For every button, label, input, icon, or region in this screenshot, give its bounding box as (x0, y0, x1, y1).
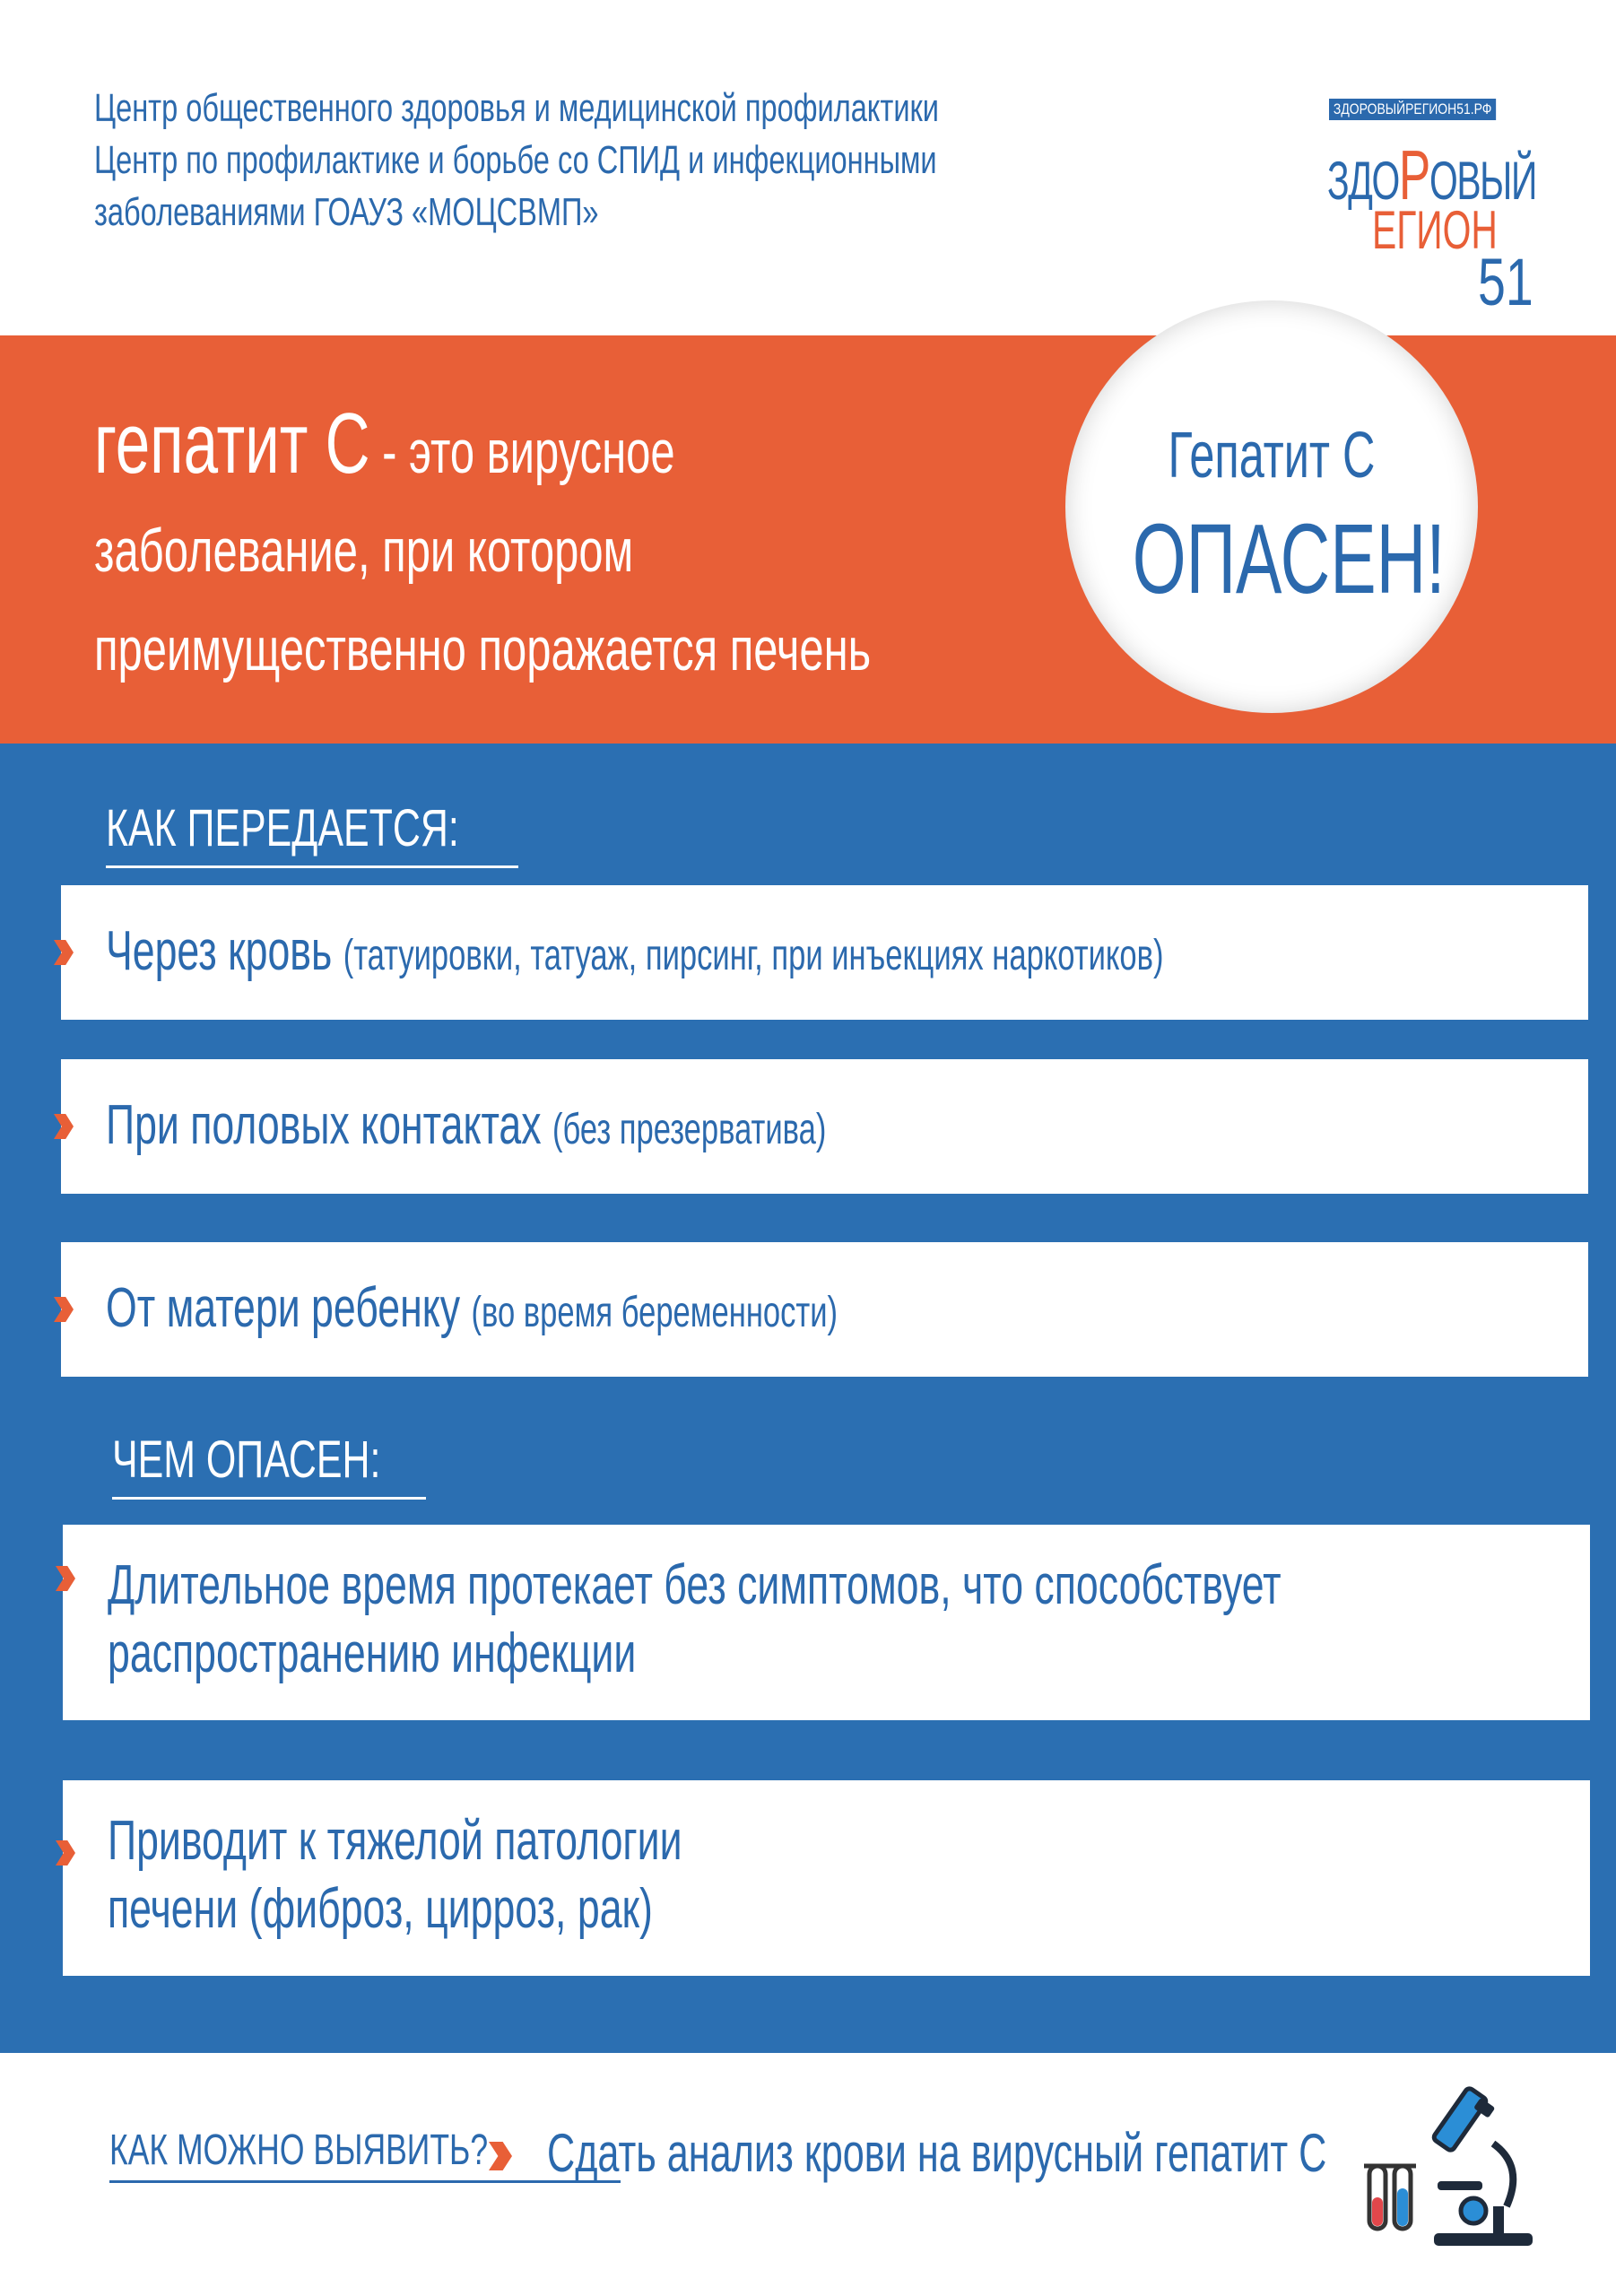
transmission-title-text: КАК ПЕРЕДАЕТСЯ: (106, 799, 459, 857)
hero-def-3: преимущественно поражается печень (94, 615, 872, 683)
danger-title-text: ЧЕМ ОПАСЕН: (112, 1431, 381, 1489)
logo-word-1-b: ОВЫЙ (1429, 151, 1536, 211)
transmission-text-3 (106, 1274, 1122, 1347)
danger-card-1 (63, 1525, 1590, 1720)
logo-word-2: ЕГИОН (1372, 200, 1498, 260)
organization-names (94, 83, 1236, 239)
hero-term: гепатит С (94, 396, 370, 491)
transmission-note-2: (без презерватива) (552, 1106, 827, 1153)
org-line-1: Центр общественного здоровья и медицинской профилактики (94, 86, 939, 130)
transmission-card-3 (61, 1242, 1588, 1377)
transmission-line-3 (106, 1274, 838, 1347)
logo-url: ЗДОРОВЫЙРЕГИОН51.РФ (1329, 99, 1496, 120)
transmission-line-2 (106, 1091, 826, 1164)
transmission-card-1 (61, 885, 1588, 1020)
badge-line-2-text: ОПАСЕН! (1132, 504, 1446, 614)
hero-def-1: - это вирусное (382, 418, 675, 486)
transmission-text-2 (106, 1091, 1107, 1164)
transmission-line-1 (106, 918, 1163, 990)
test-tubes-icon (1364, 2166, 1416, 2229)
danger-1-line-1: Длительное время протекает без симптомов, что способствует (108, 1554, 1282, 1616)
hero-definition (94, 395, 1173, 699)
hero-line-1 (94, 395, 871, 501)
transmission-card-2 (61, 1059, 1588, 1194)
hero-def-2: заболевание, при котором (94, 517, 634, 585)
microscope-icon (1359, 2081, 1538, 2260)
detect-answer-text: Сдать анализ крови на вирусный гепатит С (547, 2123, 1327, 2183)
danger-card-2 (63, 1780, 1590, 1976)
danger-2-line-1: Приводит к тяжелой патологии (108, 1810, 682, 1872)
transmission-main-3: От матери ребенку (106, 1277, 461, 1339)
transmission-main-1: Через кровь (106, 920, 333, 982)
lab-icon-group (1359, 2081, 1538, 2260)
transmission-note-1: (татуировки, татуаж, пирсинг, при инъекциях наркотиков) (343, 932, 1164, 979)
transmission-note-3: (во время беременности) (471, 1289, 838, 1336)
danger-1-line-2: распространению инфекции (108, 1622, 637, 1684)
org-line-2: Центр по профилактике и борьбе со СПИД и инфекционными (94, 138, 937, 182)
danger-2-line-2: печени (фиброз, цирроз, рак) (108, 1878, 653, 1940)
badge-line-2 (1065, 502, 1478, 616)
badge-line-1 (1065, 419, 1478, 492)
detect-question-text: КАК МОЖНО ВЫЯВИТЬ? (109, 2126, 489, 2174)
detect-question (109, 2126, 621, 2183)
danger-title (112, 1430, 426, 1500)
transmission-main-2: При половых контактах (106, 1094, 542, 1156)
transmission-text-1 (106, 918, 1575, 990)
danger-text-1 (108, 1552, 1616, 1688)
badge-line-1-text: Гепатит С (1168, 420, 1376, 491)
transmission-title (106, 798, 518, 868)
healthy-region-logo (1318, 99, 1542, 323)
logo-word-1-big: Р (1398, 135, 1429, 214)
danger-text-2 (108, 1807, 906, 1944)
org-line-3: заболеваниями ГОАУЗ «МОЦСВМП» (94, 190, 599, 234)
logo-word-1-a: ЗДО (1327, 151, 1399, 211)
logo-number: 51 (1478, 245, 1533, 319)
danger-badge (1065, 300, 1478, 713)
